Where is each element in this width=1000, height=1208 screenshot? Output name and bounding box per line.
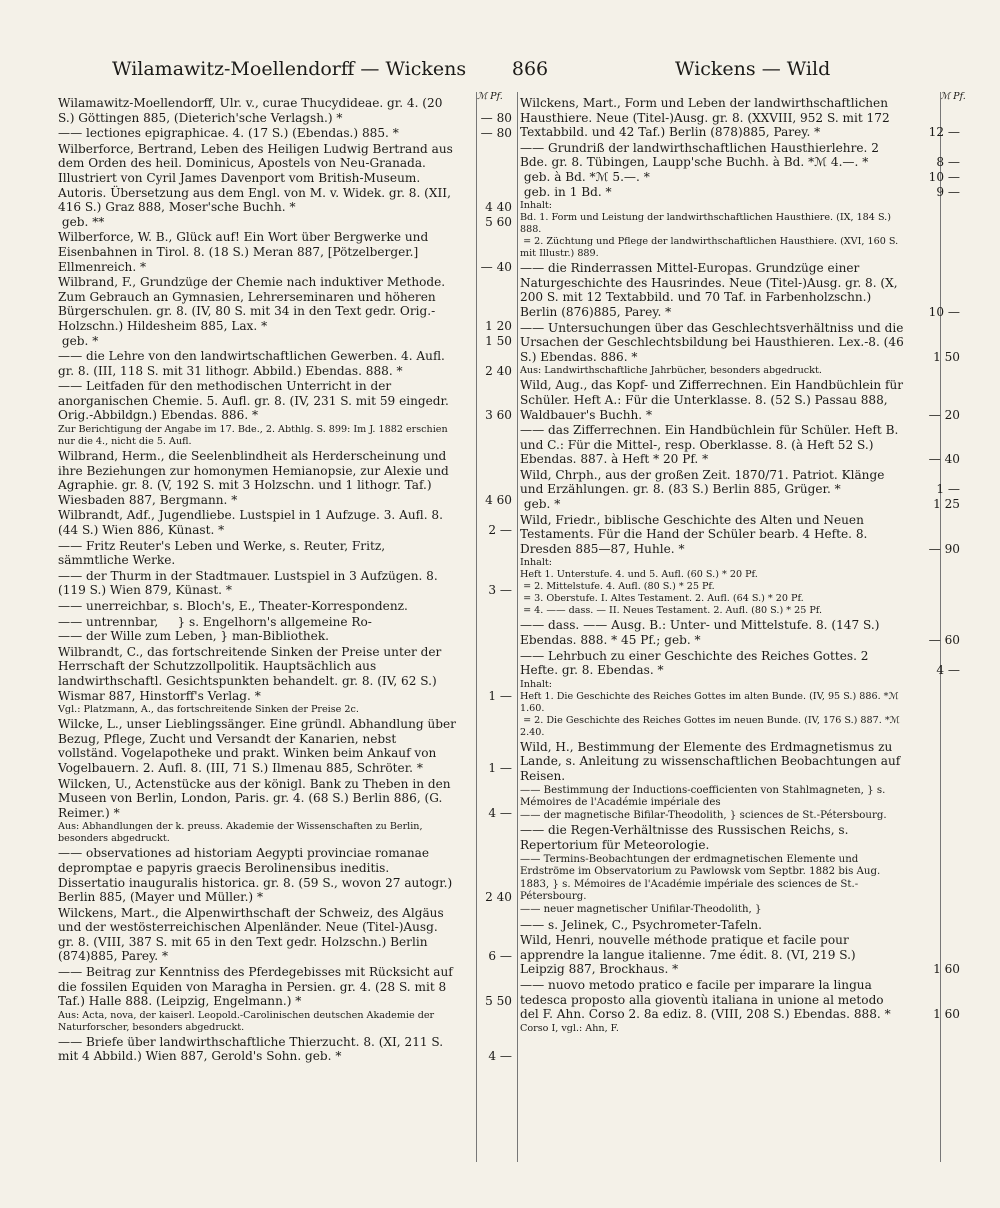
entry-text: Wilbrand, Herm., die Seelenblindheit als Herderscheinung und ihre Beziehungen zur homonymen Hemianopsie, zur Alexie und Agraphie. gr. 8. (V, 192 S. mit 3 Holzschn. und 1 lithogr. Taf.) Wiesbaden 887, Bergmann. *: [58, 449, 453, 507]
entry-text: Wild, Henri, nouvelle méthode pratique et facile pour apprendre la langue italienne. 7me édit. 8. (VI, 219 S.) Leipzig 887, Brockhaus. *: [520, 933, 860, 977]
bibliography-entry: [520, 978, 962, 1022]
bibliography-entry: [520, 261, 962, 319]
entry-text: —— s. Jelinek, C., Psychrometer-Tafeln.: [520, 917, 763, 932]
entry-text: Wilberforce, W. B., Glück auf! Ein Wort über Bergwerke und Eisenbahnen in Tirol. 8. (18 S.) Meran 887, [Pötzelberger.] Ellmenreich. *: [58, 230, 433, 274]
entry-text: Wilckens, Mart., Form und Leben der landwirthschaftlichen Hausthiere. Neue (Titel-)Ausg. gr. 8. (XXVIII, 952 S. mit 172 Textabbild. und 42 Taf.) Berlin (878)885, Parey. *: [520, 96, 894, 140]
bibliography-entry: [58, 508, 514, 537]
entry-text: —— dass. —— Ausg. B.: Unter- und Mittelstufe. 8. (147 S.) Ebendas. 888. * 45 Pf.; geb. *: [520, 618, 884, 648]
bibliography-entry: [58, 449, 514, 507]
entry-text: Wilberforce, Bertrand, Leben des Heiligen Ludwig Bertrand aus dem Orden des heil. Dominicus, Apostels von Neu-Granada. Illustriert von Cyril James Davenport vom British-Museum. Autoris. Übersetzung aus dem Engl. von M. v. Widek. gr. 8. (XII, 416 S.) Graz 888, Moser'sche Buchh. * geb. **: [58, 141, 453, 229]
page-number: 866: [511, 58, 549, 80]
bibliography-entry: [520, 321, 962, 365]
right-column: [520, 96, 962, 1036]
bibliography-note: [520, 679, 962, 739]
bibliography-entry: [58, 569, 514, 598]
entry-price: 1 —: [488, 760, 512, 775]
entry-price: 6 —: [488, 949, 512, 964]
entry-text: Wild, Aug., das Kopf- und Zifferrechnen. Ein Handbüchlein für Schüler. Heft A.: Für die Unterklasse. 8. (52 S.) Passau 888, Waldbauer's Buchh. *: [520, 378, 907, 422]
bibliography-entry: [520, 141, 962, 199]
entry-text: —— der Thurm in der Stadtmauer. Lustspiel in 3 Aufzügen. 8. (119 S.) Wien 879, Künast. *: [58, 568, 442, 598]
entry-text: Inhalt: Bd. 1. Form und Leistung der landwirthschaftlichen Hausthiere. (IX, 184 S.) 888. = 2. Züchtung und Pflege der landwirthschaftlichen Hausthiere. (XVI, 160 S. mit Illustr.) 889.: [520, 200, 899, 260]
bibliography-entry: [520, 823, 962, 852]
entry-text: Wilckens, Mart., die Alpenwirthschaft der Schweiz, des Algäus und der westösterreichischen Alpenländer. Neue (Titel-)Ausg. gr. 8. (VIII, 387 S. mit 65 in den Text gedr. Holzschn.) Berlin (874)885, Parey. *: [58, 905, 448, 964]
bibliography-note: [58, 821, 514, 845]
entry-text: Vgl.: Platzmann, A., das fortschreitende Sinken der Preise 2c.: [58, 704, 359, 716]
entry-text: Inhalt: Heft 1. Die Geschichte des Reiches Gottes im alten Bunde. (IV, 95 S.) 886. *ℳ 1.60. = 2. Die Geschichte des Reiches Gottes im neuen Bunde. (IV, 176 S.) 887. *ℳ 2.40.: [520, 678, 900, 738]
bibliography-entry: [520, 918, 962, 933]
bibliography-entry: [58, 906, 514, 964]
entry-price: 1 20 1 50: [485, 318, 512, 348]
entry-text: Wild, H., Bestimmung der Elemente des Erdmagnetismus zu Lande, s. Anleitung zu wissenschaftlichen Beobachtungen auf Reisen.: [520, 739, 905, 783]
entry-text: —— unerreichbar, s. Bloch's, E., Theater-Korrespondenz.: [58, 599, 408, 613]
entry-price: 5 50: [485, 994, 512, 1009]
bibliography-entry: [58, 599, 514, 614]
bibliography-entry: [58, 539, 514, 568]
entry-price: — 40: [928, 452, 960, 467]
bibliography-entry: [520, 378, 962, 422]
entry-price: 4 60: [485, 492, 512, 507]
entry-price: 2 40: [485, 363, 512, 378]
column-divider: [517, 92, 518, 1162]
entry-text: Aus: Landwirthschaftliche Jahrbücher, besonders abgedruckt.: [520, 365, 822, 377]
bibliography-entry: [58, 717, 514, 775]
running-head-right: Wickens — Wild: [675, 58, 831, 80]
bibliography-entry: [520, 513, 962, 557]
bibliography-entry: [520, 740, 962, 784]
entry-price: — 80: [480, 110, 512, 125]
entry-price: 1 60: [933, 1007, 960, 1022]
entry-price: 4 —: [936, 663, 960, 678]
entry-price: — 40: [480, 259, 512, 274]
bibliography-note: [58, 704, 514, 716]
bibliography-entry: [58, 615, 514, 644]
bibliography-entry: [58, 777, 514, 821]
entry-text: Wilbrandt, Adf., Jugendliebe. Lustspiel in 1 Aufzuge. 3. Aufl. 8. (44 S.) Wien 886, Künast. *: [58, 508, 447, 538]
bibliography-entry: [58, 126, 514, 141]
bibliography-entry: [58, 645, 514, 703]
entry-price: 3 60: [485, 408, 512, 423]
entry-text: —— Leitfaden für den methodischen Unterricht in der anorganischen Chemie. 5. Aufl. gr. 8. (IV, 231 S. mit 59 eingedr. Orig.-Abbildgn.) Ebendas. 886. *: [58, 379, 453, 423]
entry-price: 4 —: [488, 1049, 512, 1064]
bibliography-note: [520, 1023, 962, 1035]
entry-text: —— lectiones epigraphicae. 4. (17 S.) (Ebendas.) 885. *: [58, 126, 399, 141]
bibliography-entry: [58, 1035, 514, 1064]
entry-price: 1 60: [933, 962, 960, 977]
entry-text: —— das Zifferrechnen. Ein Handbüchlein für Schüler. Heft B. und C.: Für die Mittel-, resp. Oberklasse. 8. (à Heft 52 S.) Ebendas. 887. à Heft * 20 Pf. *: [520, 423, 903, 467]
entry-price: 2 —: [488, 523, 512, 538]
entry-text: Wild, Chrph., aus der großen Zeit. 1870/71. Patriot. Klänge und Erzählungen. gr. 8. (83 S.) Berlin 885, Grüger. * geb. *: [520, 467, 885, 512]
entry-text: Zur Berichtigung der Angabe im 17. Bde., 2. Abthlg. S. 899: Im J. 1882 erschien nur die 4., nicht die 5. Aufl.: [58, 424, 451, 448]
entry-text: Aus: Abhandlungen der k. preuss. Akademie der Wissenschaften zu Berlin, besonders abgedruckt.: [58, 821, 426, 845]
bibliography-entry: [520, 96, 962, 140]
entry-price: — 80: [480, 126, 512, 141]
entry-price: 2 40: [485, 890, 512, 905]
entry-price: 1 50: [933, 349, 960, 364]
entry-price: 10 —: [928, 304, 960, 319]
bibliography-entry: [58, 96, 514, 125]
bibliography-entry: [520, 468, 962, 512]
entry-text: Wilbrand, F., Grundzüge der Chemie nach induktiver Methode. Zum Gebrauch an Gymnasien, Lehrerseminaren und höheren Bürgerschulen. gr. 8. (IV, 80 S. mit 34 in den Text gedr. Orig.-Holzschn.) Hildesheim 885, Lax. * geb. *: [58, 275, 446, 348]
entry-price: 8 — 10 — 9 —: [928, 155, 960, 199]
entry-text: —— untrennbar, } s. Engelhorn's allgemeine Ro- —— der Wille zum Leben, } man-Bibliothek.: [58, 614, 372, 644]
entry-price: — 60: [928, 633, 960, 648]
bibliography-note: [58, 1010, 514, 1034]
bibliography-entry: [520, 854, 962, 917]
left-column: [58, 96, 514, 1065]
entry-text: —— observationes ad historiam Aegypti provinciae romanae depromptae e papyris graecis Berolinensibus ineditis. Dissertatio inauguralis historica. gr. 8. (59 S., wovon 27 autogr.) Berlin 885, (Mayer und Müller.) *: [58, 846, 457, 905]
entry-text: —— Untersuchungen über das Geschlechtsverhältniss und die Ursachen der Geschlechtsbildung bei Hausthieren. Lex.-8. (46 S.) Ebendas. 886. *: [520, 320, 908, 364]
entry-text: —— Briefe über landwirthschaftliche Thierzucht. 8. (XI, 211 S. mit 4 Abbild.) Wien 887, Gerold's Sohn. geb. *: [58, 1034, 447, 1064]
entry-text: —— nuovo metodo pratico e facile per imparare la lingua tedesca proposto alla gioventù italiana in unione al metodo del F. Ahn. Corso 2. 8a ediz. 8. (VIII, 208 S.) Ebendas. 888. *: [520, 977, 891, 1022]
bibliography-note: [520, 365, 962, 377]
entry-text: Wilbrandt, C., das fortschreitende Sinken der Preise unter der Herrschaft der Schutzzollpolitik. Hauptsächlich aus landwirthschaftl. Gesichtspunkten behandelt. gr. 8. (IV, 62 S.) Wismar 887, Hinstorff's Verlag. *: [58, 644, 446, 703]
bibliography-note: [520, 557, 962, 617]
entry-price: 1 — 1 25: [933, 482, 960, 512]
bibliography-entry: [520, 649, 962, 678]
entry-text: —— Grundriß der landwirthschaftlichen Hausthierlehre. 2 Bde. gr. 8. Tübingen, Laupp'sche Buchh. à Bd. *ℳ 4.—. * geb. à Bd. *ℳ 5.—. * geb. in 1 Bd. *: [520, 140, 879, 199]
entry-text: Inhalt: Heft 1. Unterstufe. 4. und 5. Aufl. (60 S.) * 20 Pf. = 2. Mittelstufe. 4. Aufl. (80 S.) * 25 Pf. = 3. Oberstufe. I. Altes Testament. 2. Aufl. (64 S.) * 20 Pf. = 4. —— dass. — II. Neues Testament. 2. Aufl. (80 S.) * 25 Pf.: [520, 557, 823, 617]
entry-text: Wild, Friedr., biblische Geschichte des Alten und Neuen Testaments. Für die Hand der Schüler bearb. 4 Hefte. 8. Dresden 885—87, Huhle. *: [520, 512, 872, 556]
entry-text: —— Termins-Beobachtungen der erdmagnetischen Elemente und Erdströme im Observatorium zu Pawlowsk vom Septbr. 1882 bis Aug. 1883, } s. Mémoires de l'Académie impériale des sciences de St.-Pétersbourg. —— neuer magnetischer Unifilar-Theodolith, }: [520, 853, 881, 915]
bibliography-entry: [520, 933, 962, 977]
entry-text: Wilcken, U., Actenstücke aus der königl. Bank zu Theben in den Museen von Berlin, London, Paris. gr. 4. (68 S.) Berlin 886, (G. Reimer.) *: [58, 776, 455, 820]
entry-text: —— die Rinderrassen Mittel-Europas. Grundzüge einer Naturgeschichte des Hausrindes. Neue (Titel-)Ausg. gr. 8. (X, 200 S. mit 12 Textabbild. und 70 Taf. in Farbenholzschn.) Berlin (876)885, Parey. *: [520, 261, 902, 319]
entry-price: 12 —: [928, 125, 960, 140]
entry-price: 4 40 5 60: [485, 200, 512, 229]
bibliography-entry: [58, 349, 514, 378]
entry-text: Wilcke, L., unser Lieblingssänger. Eine gründl. Abhandlung über Bezug, Pflege, Zucht und Versandt der Kanarien, nebst vollständ. Vogelapotheke und prakt. Winken beim Ankauf von Vogelbauern. 2. Aufl. 8. (III, 71 S.) Ilmenau 885, Schröter. *: [58, 717, 460, 775]
entry-price: — 20: [928, 407, 960, 422]
entry-price: 1 —: [488, 688, 512, 703]
entry-text: Aus: Acta, nova, der kaiserl. Leopold.-Carolinischen deutschen Akademie der Naturforscher, besonders abgedruckt.: [58, 1009, 438, 1033]
entry-text: Wilamawitz-Moellendorff, Ulr. v., curae Thucydideae. gr. 4. (20 S.) Göttingen 885, (Dieterich'sche Verlagsh.) *: [58, 96, 447, 125]
page-header: [0, 58, 1000, 88]
bibliography-entry: [58, 275, 514, 348]
entry-text: Corso I, vgl.: Ahn, F.: [520, 1022, 619, 1034]
currency-label-left: ℳ Pf.: [477, 91, 503, 102]
bibliography-entry: [520, 423, 962, 467]
entry-text: —— Fritz Reuter's Leben und Werke, s. Reuter, Fritz, sämmtliche Werke.: [58, 538, 389, 568]
bibliography-entry: [520, 618, 962, 647]
bibliography-note: [58, 424, 514, 448]
entry-text: —— Lehrbuch zu einer Geschichte des Reiches Gottes. 2 Hefte. gr. 8. Ebendas. *: [520, 648, 873, 678]
running-head-left: Wilamawitz-Moellendorff — Wickens: [112, 58, 467, 80]
entry-price: 3 —: [488, 583, 512, 598]
bibliography-entry: [58, 379, 514, 423]
bibliography-entry: [58, 965, 514, 1009]
bibliography-note: [520, 200, 962, 260]
entry-price: — 90: [928, 541, 960, 556]
currency-label-right: ℳ Pf.: [940, 91, 966, 102]
entry-text: —— Bestimmung der Inductions-coefficienten von Stahlmagneten, } s. Mémoires de l'Académie impériale des —— der magnetische Bifilar-Theodolith, } sciences de St.-Pétersbourg.: [520, 784, 887, 821]
bibliography-entry: [520, 785, 962, 823]
bibliography-entry: [58, 230, 514, 274]
bibliography-entry: [58, 142, 514, 230]
entry-text: —— die Regen-Verhältnisse des Russischen Reichs, s. Repertorium für Meteorologie.: [520, 823, 853, 852]
entry-price: 4 —: [488, 805, 512, 820]
entry-text: —— Beitrag zur Kenntniss des Pferdegebisses mit Rücksicht auf die fossilen Equiden von Maragha in Persien. gr. 4. (28 S. mit 8 Taf.) Halle 888. (Leipzig, Engelmann.) *: [58, 965, 457, 1009]
entry-text: —— die Lehre von den landwirtschaftlichen Gewerben. 4. Aufl. gr. 8. (III, 118 S. mit 31 lithogr. Abbild.) Ebendas. 888. *: [58, 349, 449, 378]
bibliography-entry: [58, 846, 514, 904]
